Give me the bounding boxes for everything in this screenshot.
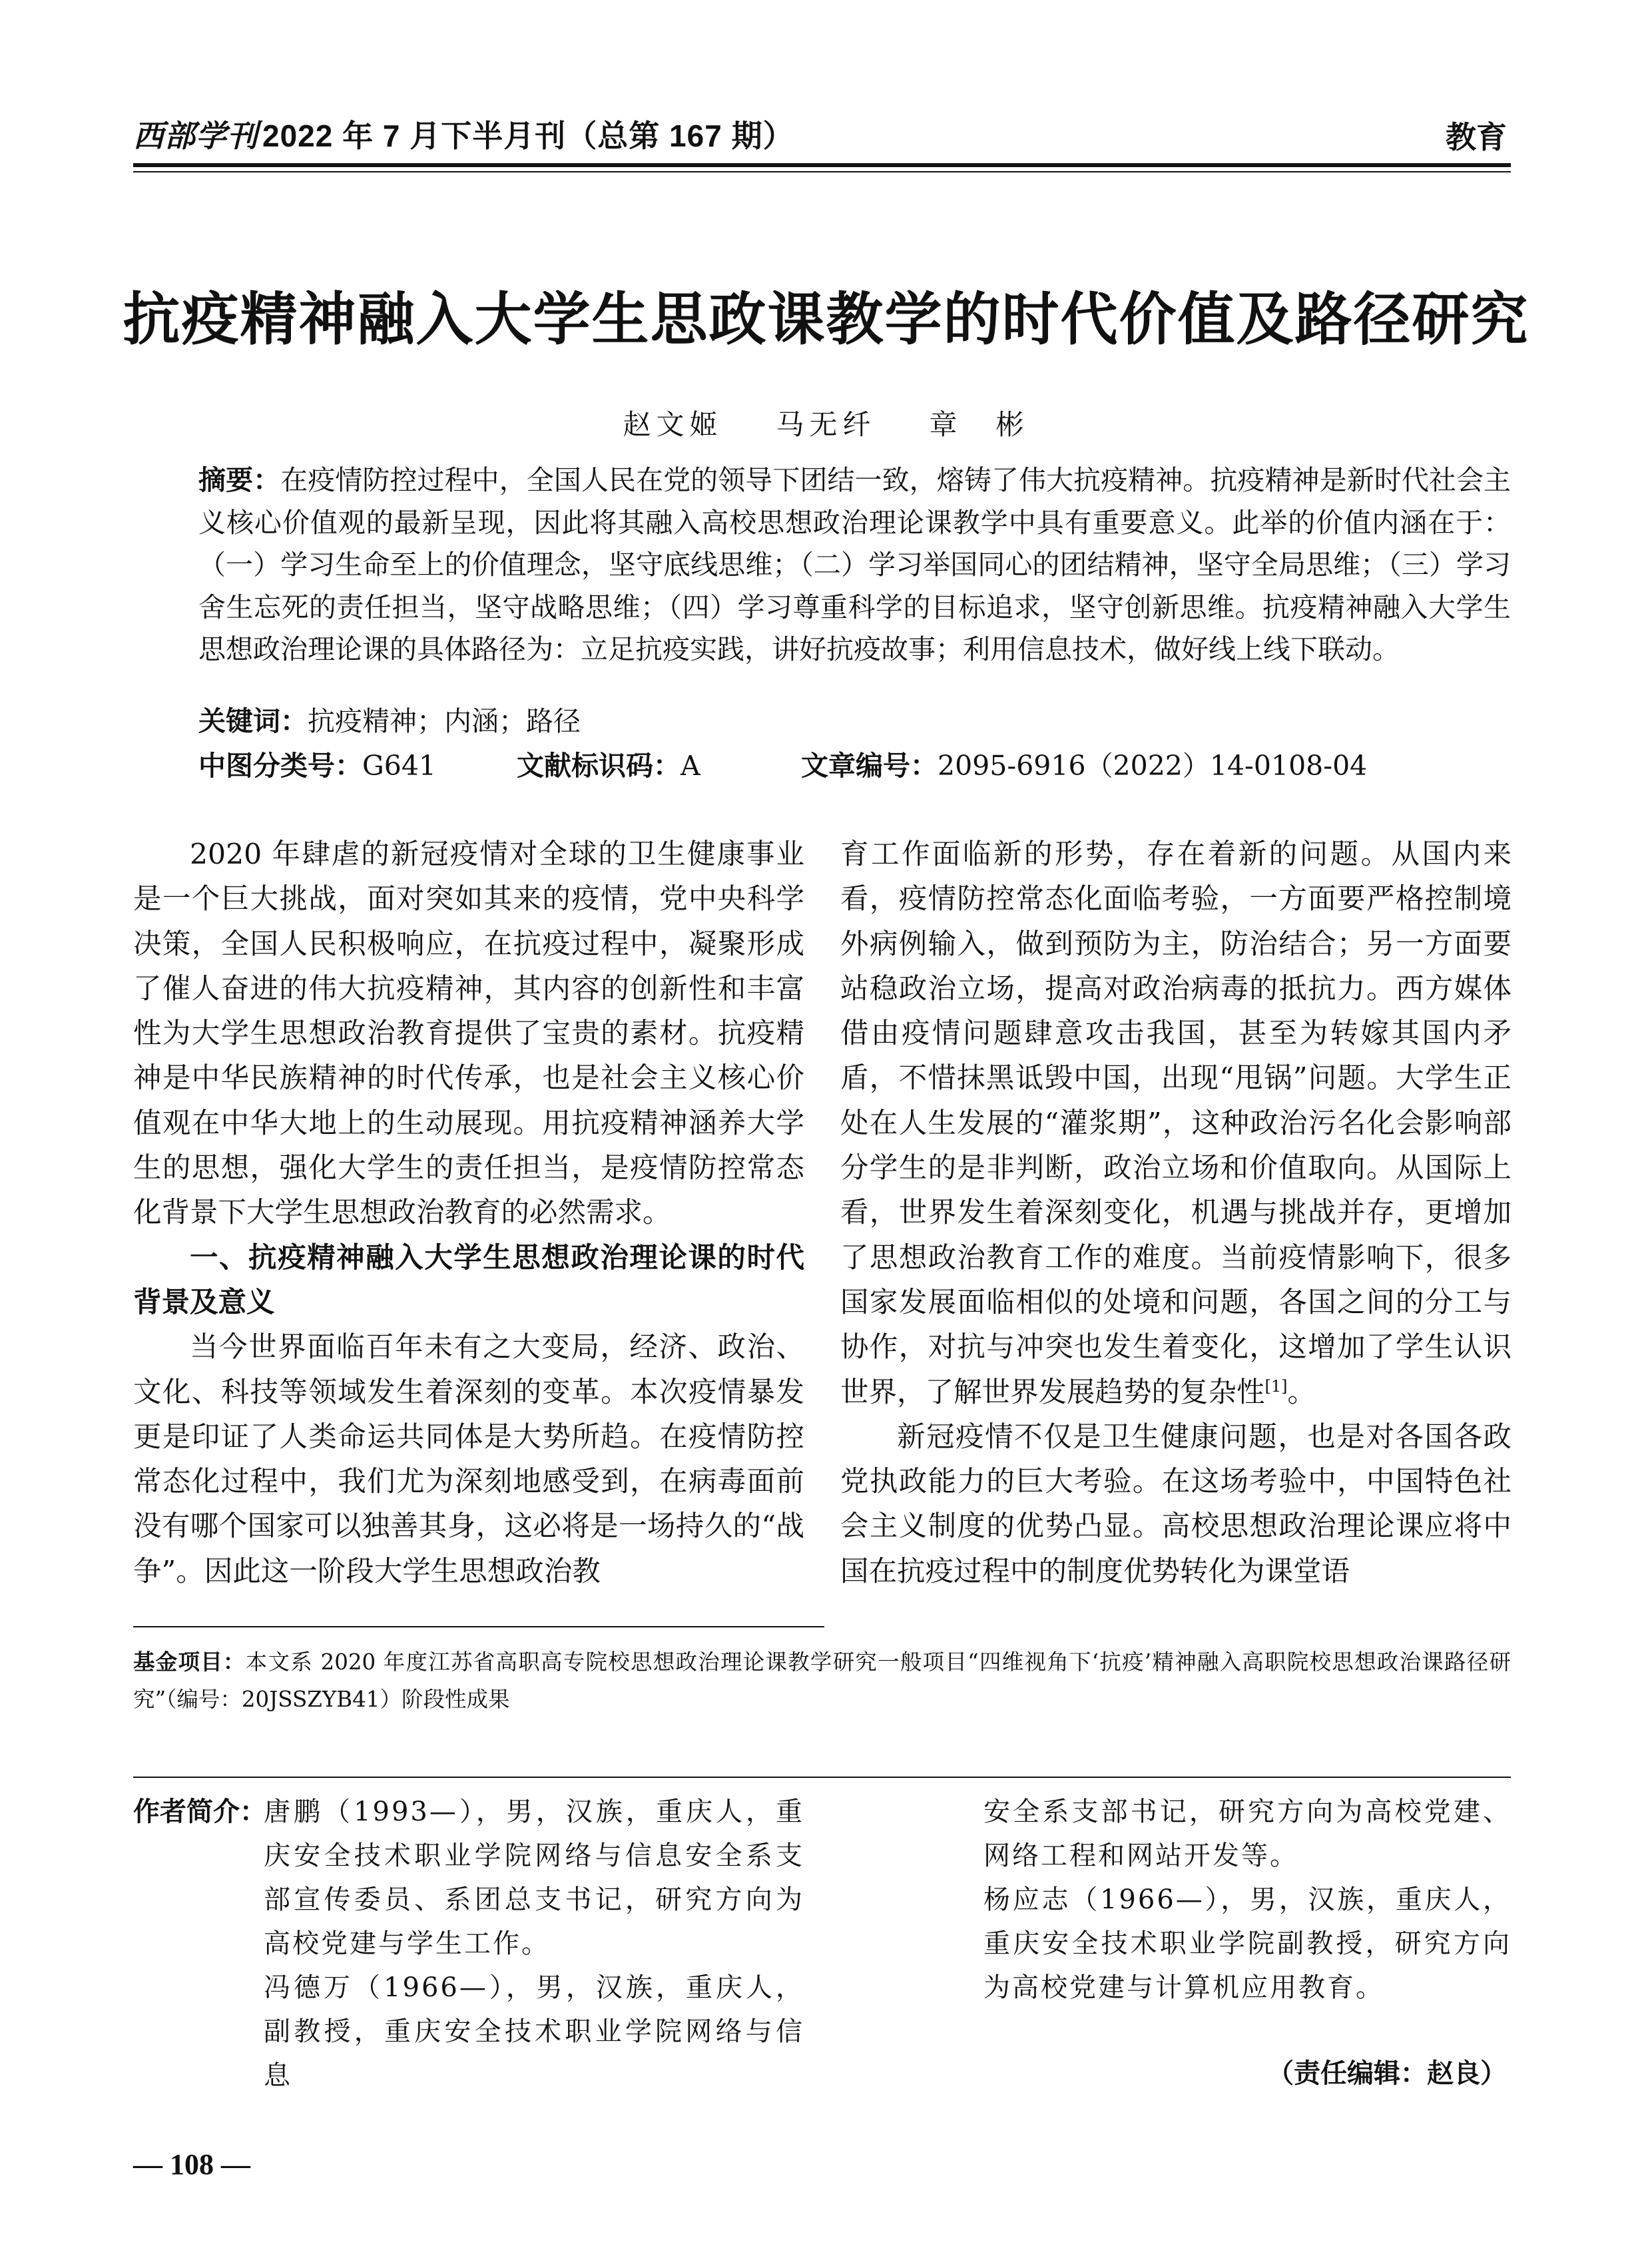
keywords [198, 699, 581, 738]
clc-label: 中图分类号： [198, 750, 362, 781]
bio-entry: 冯德万（1966—），男，汉族，重庆人，副教授，重庆安全技术职业学院网络与信息 [264, 1972, 804, 2091]
bio-entry: 杨应志（1966—），男，汉族，重庆人，重庆安全技术职业学院副教授，研究方向为高校党建与计算机应用教育。 [983, 1884, 1512, 2003]
section-heading: 一、抗疫精神融入大学生思想政治理论课的时代背景及意义 [133, 1242, 804, 1318]
body-paragraph: 新冠疫情不仅是卫生健康问题，也是对各国各政党执政能力的巨大考验。在这场考验中，中国特色社会主义制度的优势凸显。高校思想政治理论课应将中国在抗疫过程中的制度优势转化为课堂语 [840, 1420, 1512, 1588]
journal-name: 西部学刊 [133, 118, 258, 154]
bio-label: 作者简介： [133, 1797, 266, 1826]
abstract [198, 459, 1511, 671]
bio-entry: 安全系支部书记，研究方向为高校党建、网络工程和网站开发等。 [983, 1797, 1512, 1871]
body-column-left [133, 832, 804, 1594]
bio-entry: 唐鹏（1993—），男，汉族，重庆人，重庆安全技术职业学院网络与信息安全系支部宣传委员、系团总支书记，研究方向为高校党建与学生工作。 [264, 1797, 804, 1959]
author-name: 赵文姬 [623, 408, 723, 441]
keywords-label: 关键词： [198, 706, 308, 736]
author-list [0, 403, 1652, 443]
page-number: — 108 — [133, 2148, 250, 2181]
clc-value: G641 [362, 750, 437, 782]
fund-text: 本文系 2020 年度江苏省高职高专院校思想政治理论课教学研究一般项目“四维视角下‘抗疫’精神融入高职院校思想政治课路径研究”（编号：20JSSZYB41）阶段性成果 [133, 1649, 1511, 1712]
bio-column-left [264, 1790, 804, 2098]
author-name: 马无纤 [776, 408, 876, 441]
issue-info: 2022 年 7 月下半月刊（总第 167 期） [262, 119, 794, 153]
author-name: 章 彬 [929, 408, 1029, 441]
responsible-editor: （责任编辑：赵良） [1267, 2059, 1507, 2088]
keywords-text: 抗疫精神；内涵；路径 [308, 705, 581, 737]
doc-code-label: 文献标识码： [517, 750, 681, 781]
body-paragraph: 当今世界面临百年未有之大变局，经济、政治、文化、科技等领域发生着深刻的变革。本次疫情暴发更是印证了人类命运共同体是大势所趋。在疫情防控常态化过程中，我们尤为深刻地感受到，在病毒面前没有哪个国家可以独善其身，这必将是一场持久的“战争”。因此这一阶段大学生思想政治教 [133, 1331, 804, 1588]
body-column-right [840, 832, 1512, 1594]
fund-note [133, 1643, 1511, 1718]
header-rule-thin [133, 171, 1511, 172]
doc-code-value: A [681, 750, 700, 782]
bio-column-right [983, 1790, 1512, 2010]
body-paragraph: 2020 年肆虐的新冠疫情对全球的卫生健康事业是一个巨大挑战，面对突如其来的疫情，党中央科学决策，全国人民积极响应，在抗疫过程中，凝聚形成了催人奋进的伟大抗疫精神，其内容的创新性和丰富性为大学生思想政治教育提供了宝贵的素材。抗疫精神是中华民族精神的时代传承，也是社会主义核心价值观在中华大地上的生动展现。用抗疫精神涵养大学生的思想，强化大学生的责任担当，是疫情防控常态化背景下大学生思想政治教育的必然需求。 [133, 838, 804, 1230]
header-rule [133, 163, 1511, 167]
bio-rule [133, 1777, 1511, 1778]
citation-marker: [1] [1264, 1376, 1288, 1396]
fund-label: 基金项目： [133, 1650, 246, 1674]
abstract-label: 摘要： [198, 465, 281, 495]
abstract-text: 在疫情防控过程中，全国人民在党的领导下团结一致，熔铸了伟大抗疫精神。抗疫精神是新时代社会主义核心价值观的最新呈现，因此将其融入高校思想政治理论课教学中具有重要意义。此举的价值内涵在于：（一）学习生命至上的价值理念，坚守底线思维；（二）学习举国同心的团结精神，坚守全局思维；（三）学习舍生忘死的责任担当，坚守战略思维；（四）学习尊重科学的目标追求，坚守创新思维。抗疫精神融入大学生思想政治理论课的具体路径为：立足抗疫实践，讲好抗疫故事；利用信息技术，做好线上线下联动。 [198, 464, 1512, 665]
body-paragraph: 育工作面临新的形势，存在着新的问题。从国内来看，疫情防控常态化面临考验，一方面要严格控制境外病例输入，做到预防为主，防治结合；另一方面要站稳政治立场，提高对政治病毒的抵抗力。西方媒体借由疫情问题肆意攻击我国，甚至为转嫁其国内矛盾，不惜抹黑诋毁中国，出现“甩锅”问题。大学生正处在人生发展的“灌浆期”，这种政治污名化会影响部分学生的是非判断，政治立场和价值取向。从国际上看，世界发生着深刻变化，机遇与挑战并存，更增加了思想政治教育工作的难度。当前疫情影响下，很多国家发展面临相似的处境和问题，各国之间的分工与协作，对抗与冲突也发生着变化，这增加了学生认识世界，了解世界发展趋势的复杂性[1]。 [840, 838, 1512, 1409]
article-number-label: 文章编号： [801, 750, 938, 781]
article-title: 抗疫精神融入大学生思政课教学的时代价值及路径研究 [123, 286, 1529, 353]
article-number-value: 2095-6916（2022）14-0108-04 [938, 750, 1368, 782]
section-label: 教育 [1446, 120, 1507, 154]
running-header [133, 112, 794, 156]
footnote-rule [133, 1626, 824, 1627]
